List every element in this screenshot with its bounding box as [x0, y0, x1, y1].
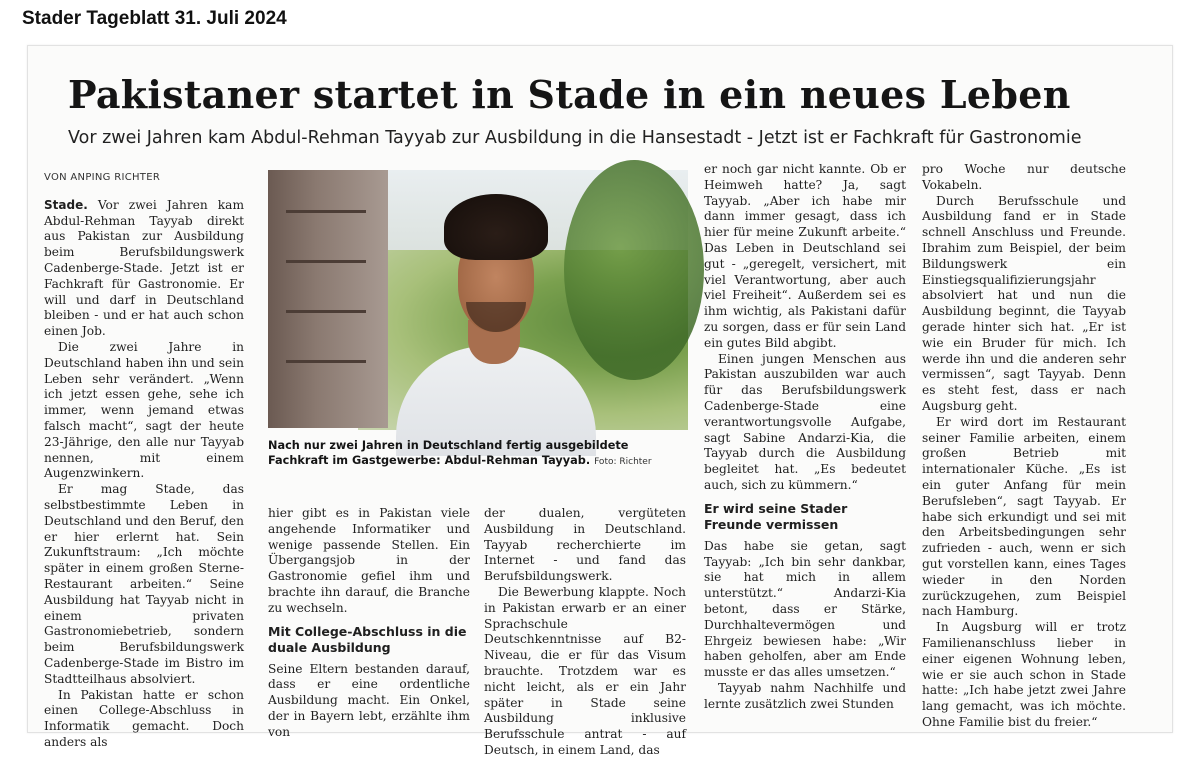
- article-headline: Pakistaner startet in Stade in ein neues Leben: [68, 72, 1071, 117]
- column-4-paragraph-3: Das habe sie getan, sagt Tayyab: „Ich bin sehr dankbar, sie hat mich in allem unterstützt.“ Andarzi-Kia betont, dass er Stärke, Durchhaltevermögen und Ehrgeiz bewiesen habe: „Wir haben geholfen, aber am Ende musste er das alles umsetzen.“: [704, 538, 906, 680]
- column-2-paragraph-1: hier gibt es in Pakistan viele angehende Informatiker und wenige passende Stellen. Ein Übergangsjob in der Gastronomie gefiel ihm und brachte ihn darauf, die Branche zu wechseln.: [268, 506, 470, 615]
- column-4-paragraph-2: Einen jungen Menschen aus Pakistan auszubilden war auch für das Berufsbildungswerk Cadenberge-Stade eine verantwortungsvolle Aufgabe, sagt Sabine Andarzi-Kia, die Tayyab durch die Ausbildung begleitet hat. „Es bedeutet auch, sich zu kümmern.“: [704, 351, 906, 492]
- byline: VON ANPING RICHTER: [44, 172, 161, 183]
- column-5-paragraph-3: Er wird dort im Restaurant seiner Familie arbeiten, einem großen Betrieb mit internationaler Küche. „Es ist ein guter Anfang für mein Berufsleben“, sagt Tayyab. Er habe sich erkundigt und sei mit den Arbeitsbedingungen sehr zufrieden - auch, wenn er sich gut vorstellen kann, eines Tages wieder in den Norden zurückzugehen, zum Beispiel nach Hamburg.: [922, 414, 1126, 619]
- column-4-paragraph-4: Tayyab nahm Nachhilfe und lernte zusätzlich zwei Stunden: [704, 680, 906, 711]
- article-column-2: [268, 506, 470, 741]
- column-3-paragraph-1: der dualen, vergüteten Ausbildung in Deutschland. Tayyab recherchierte im Internet - und fand das Berufsbildungswerk.: [484, 506, 686, 584]
- section-subhead-friends: Er wird seine Stader Freunde vermissen: [704, 500, 848, 532]
- column-5-paragraph-2: Durch Berufsschule und Ausbildung fand er in Stade schnell Anschluss und Freunde. Ibrahim zum Beispiel, der beim Bildungswerk ein Einstiegsqualifizierungsjahr absolviert hat und nun die Ausbildung beginnt, die Tayyab gerade hinter sich hat. „Er ist wie ein Bruder für mich. Ich werde ihn und die anderen sehr vermissen“, sagt Tayyab. Denn es steht fest, dass er nach Augsburg geht.: [922, 193, 1126, 413]
- newspaper-clipping: [27, 45, 1173, 757]
- section-subhead-college: Mit College-Abschluss in die duale Ausbildung: [268, 623, 467, 655]
- photo-credit: Foto: Richter: [594, 457, 652, 467]
- article-photo: [268, 170, 684, 428]
- column-2-paragraph-2: Seine Eltern bestanden darauf, dass er eine ordentliche Ausbildung macht. Ein Onkel, der in Bayern lebt, erzählte ihm von: [268, 661, 470, 739]
- column-5-paragraph-4: In Augsburg will er trotz Familienanschluss lieber in einer eigenen Wohnung leben, wie er sie auch schon in Stade hatte: „Ich habe jetzt zwei Jahre lang gemacht, was ich möchte. Ohne Familie bist du freier.“: [922, 620, 1126, 729]
- photo-caption: [268, 438, 688, 470]
- article-column-4: [704, 162, 906, 713]
- column-3-paragraph-2: Die Bewerbung klappte. Noch in Pakistan erwarb er an einer Sprachschule Deutschkenntnisse auf B2-Niveau, die er für das Visum brauchte. Trotzdem war es nicht leicht, als er ein Jahr später in Stade seine Ausbildung inklusive Berufsschule antrat - auf Deutsch, in einem Land, das: [484, 584, 686, 757]
- article-column-1: [44, 170, 244, 751]
- article-column-5: [922, 162, 1126, 731]
- caption-text: Nach nur zwei Jahren in Deutschland fertig ausgebildete Fachkraft im Gastgewerbe: Abdul-Rehman Tayyab.: [268, 439, 629, 467]
- column-1-paragraph-4: In Pakistan hatte er schon einen College-Abschluss in Informatik gemacht. Doch anders als: [44, 687, 244, 749]
- column-1-paragraph-1: Stade. Vor zwei Jahren kam Abdul-Rehman Tayyab direkt aus Pakistan zur Ausbildung beim Berufsbildungswerk Cadenberge-Stade. Jetzt ist er Fachkraft für Gastronomie. Er will und darf in Deutschland bleiben - und er hat auch schon einen Job.: [44, 197, 244, 339]
- article-subheadline: Vor zwei Jahren kam Abdul-Rehman Tayyab zur Ausbildung in die Hansestadt - Jetzt ist er Fachkraft für Gastronomie: [68, 128, 1082, 148]
- column-1-paragraph-3: Er mag Stade, das selbstbestimmte Leben in Deutschland und den Beruf, den er hier erlernt hat. Sein Zukunftstraum: „Ich möchte später in einem großen Sterne-Restaurant arbeiten.“ Seine Ausbildung hat Tayyab nicht in einem privaten Gastronomiebetrieb, sondern beim Berufsbildungswerk Cadenberge-Stade im Bistro im Stadtteilhaus absolviert.: [44, 482, 244, 686]
- column-4-paragraph-1: er noch gar nicht kannte. Ob er Heimweh hatte? Ja, sagt Tayyab. „Aber ich habe mir dann immer gesagt, dass ich hier für meine Zukunft arbeite.“ Das Leben in Deutschland sei gut - „geregelt, versichert, mit viel Verantwortung, aber auch viel Freiheit“. Außerdem sei es ihm wichtig, als Pakistani dafür zu sorgen, dass er für sein Land ein gutes Bild abgibt.: [704, 162, 906, 350]
- column-5-paragraph-1: pro Woche nur deutsche Vokabeln.: [922, 162, 1126, 192]
- newspaper-source-label: Stader Tageblatt 31. Juli 2024: [22, 8, 287, 29]
- article-column-3: [484, 506, 686, 759]
- column-1-paragraph-2: Die zwei Jahre in Deutschland haben ihn und sein Leben sehr verändert. „Wenn ich jetzt essen gehe, sehe ich immer, wenn jemand etwas falsch macht“, sagt der heute 23-Jährige, den alle nur Tayyab nennen, mit einem Augenzwinkern.: [44, 339, 244, 481]
- dateline: Stade.: [44, 197, 88, 212]
